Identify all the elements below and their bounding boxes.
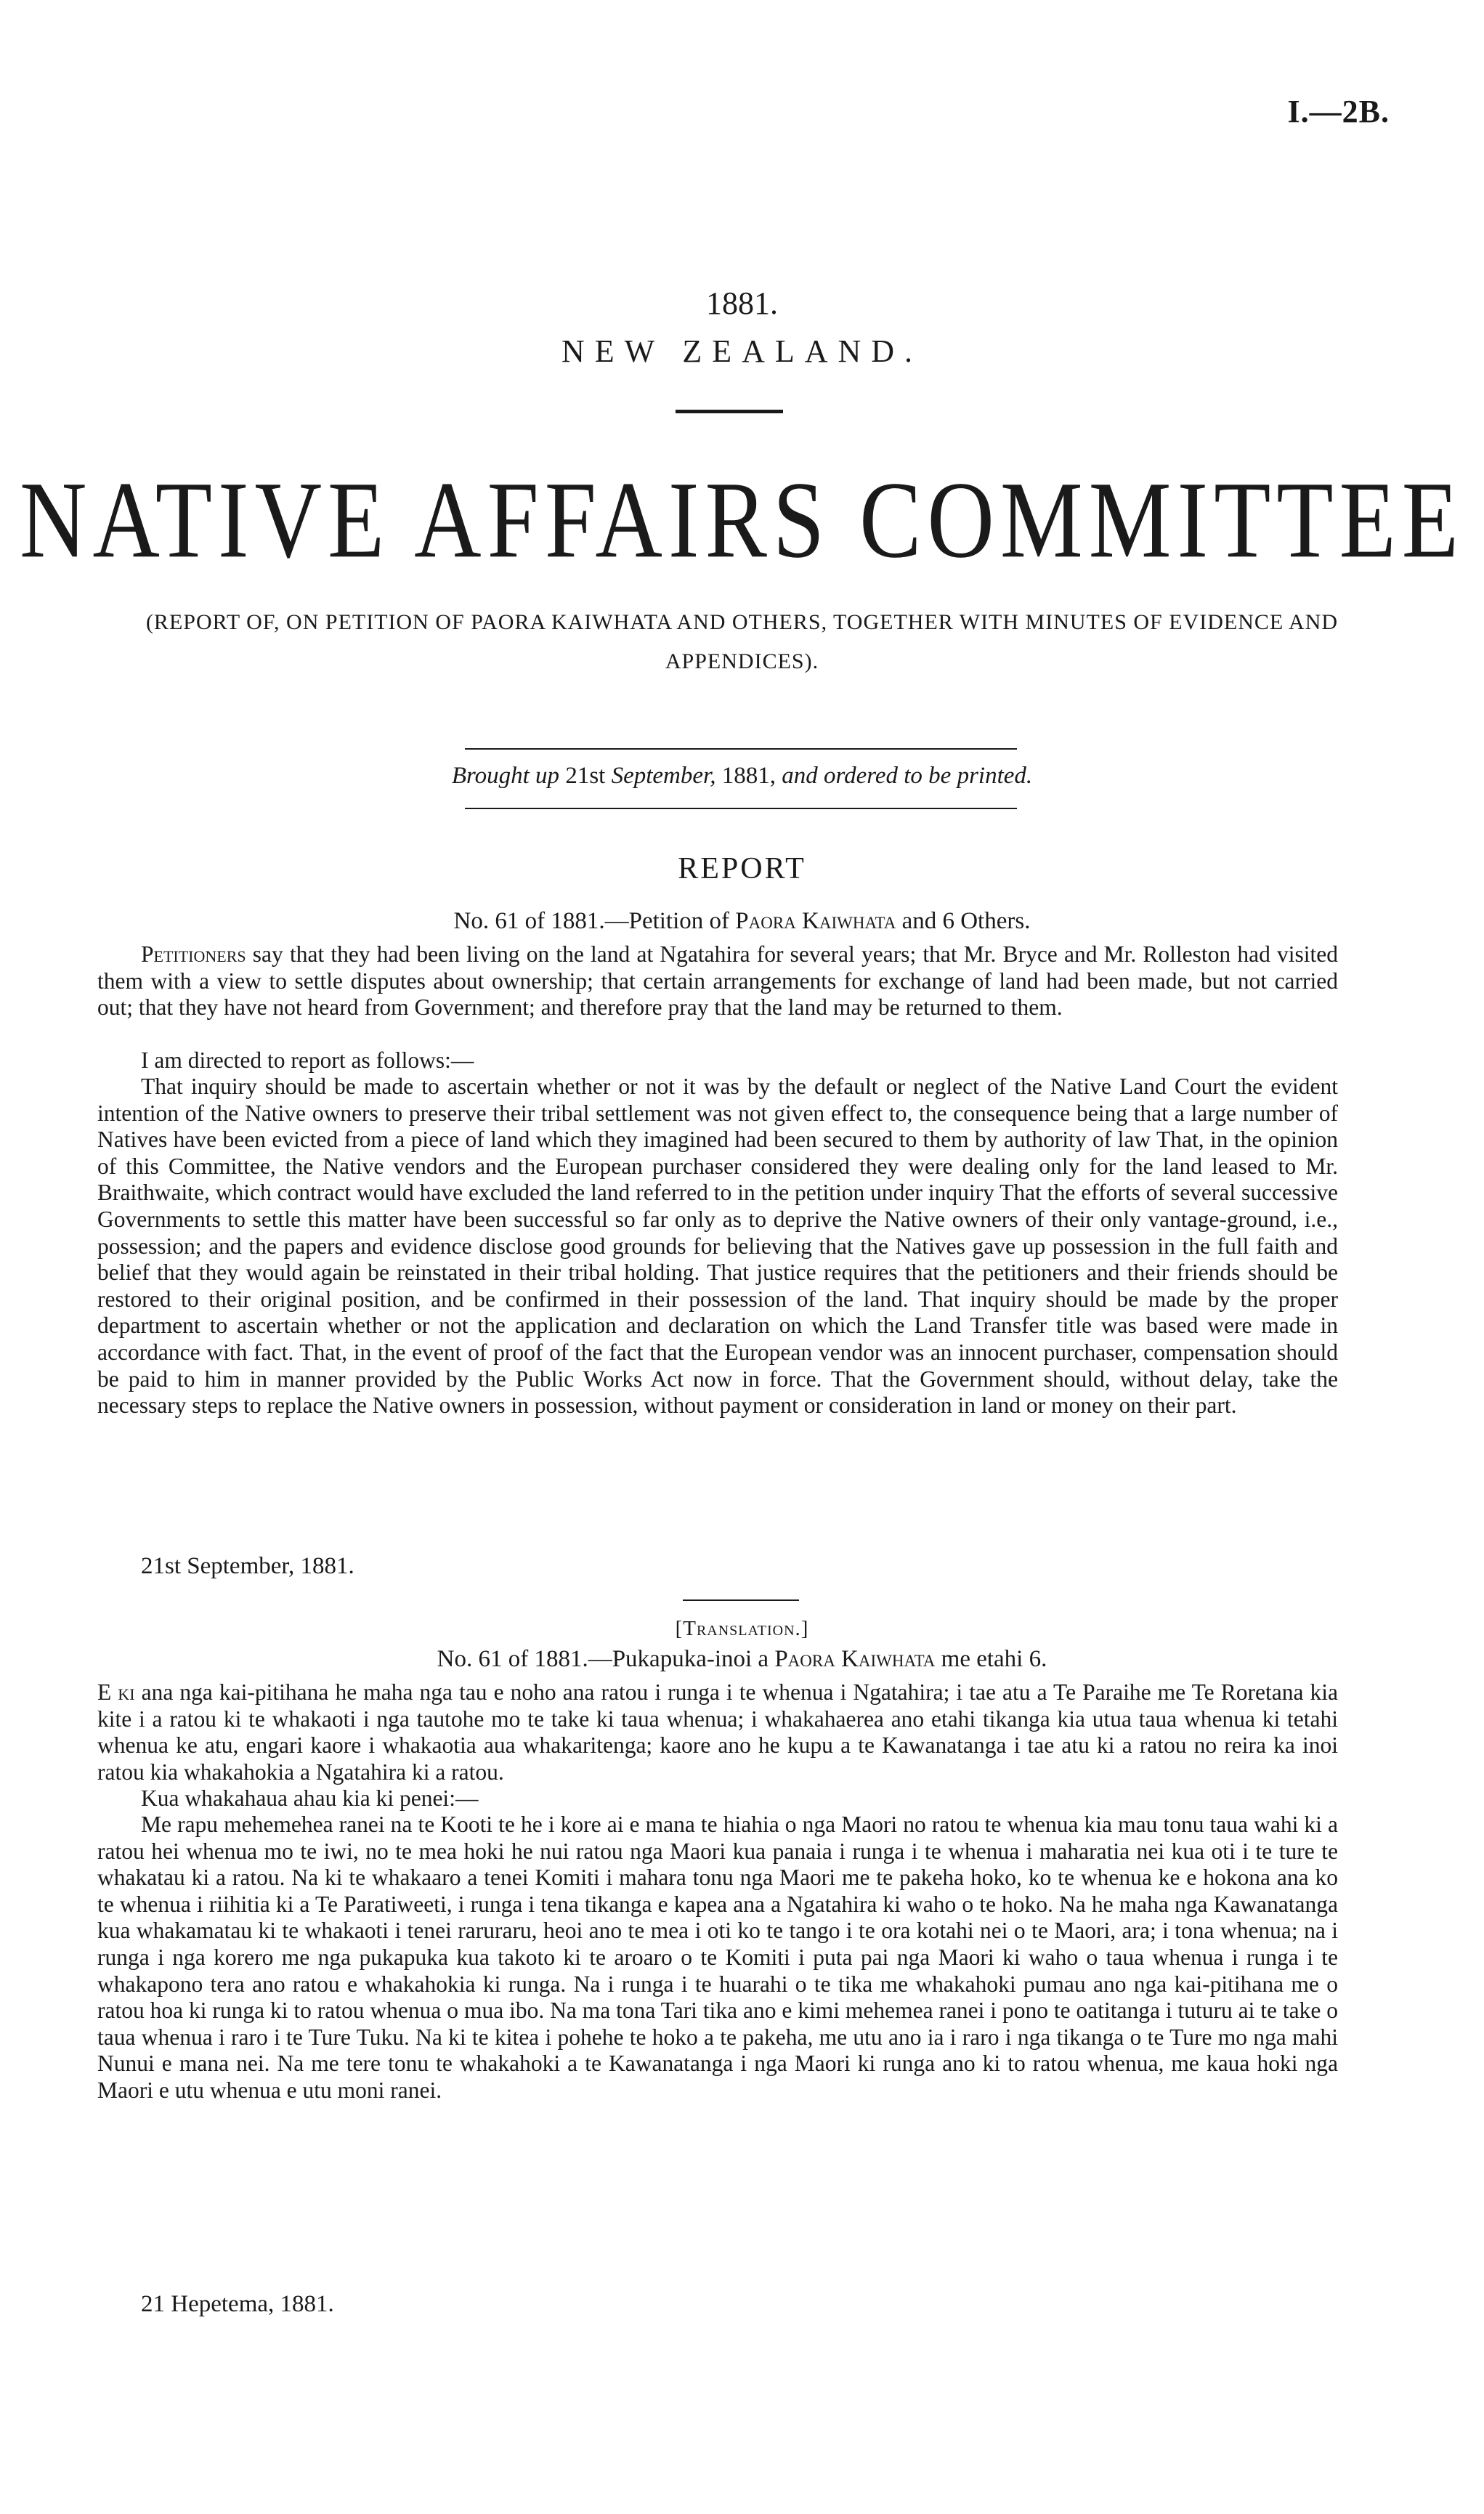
para-text: say that they had been living on the land at Ngatahira for several years; that Mr. Bryce and Mr. Rolleston had visited them with a view to settle disputes about ownership; that certain arrangements for exchange of land had been made, but not carried out; that they have not heard from Government; and therefore pray that the land may be returned to them. (97, 941, 1338, 1021)
translation-petitioner-name: Paora Kaiwhata (774, 1646, 936, 1672)
para-lead: Petitioners (141, 941, 246, 967)
translation-date: 21 Hepetema, 1881. (141, 2291, 334, 2317)
petitioner-name: Paora Kaiwhata (735, 908, 896, 934)
translation-paragraph-3: Me rapu mehemehea ranei na te Kooti te he i kore ai e mana te hiahia o nga Maori no ratou te whenua kia mau tonu taua wahi ki a ratou hei whenua mo te iwi, no te mea hoki he nui ratou nga Maori kua panaia i runga i te whenua i maharatia nei kua oti i te ture te whakatau ki a ratou. Na ki te whakaaro a tenei Komiti i mahara tonu nga Maori me te pakeha hoko, ko te whenua ke e hokona ana ko te whenua i riihitia ki a Te Paratiweeti, i runga i tena tikanga e kapea ana a Ngatahira ki waho o te hoko. Na he maha nga Kawanatanga kua whakamatau ki te whakaoti i tenei raruraru, heoi ano te mea i oti ko te tango i te ora kotahi nei o te Maori, ara; i tona whenua; na i runga i nga korero me nga pukapuka kua takoto ki te aroaro o te Komiti i puta pai nga Maori ki waho o taua whenua i runga i te whakapono tera ano ratou e whakahokia ki runga. Na i runga i te huarahi o te tika me whakahoki pumau ano nga kai-pitihana me o ratou hoa ki runga ki to ratou whenua o mua ibo. Na ma tona Tari tika ano e kimi mehemea ranei i pono te oatitanga i tuturu ai te take o taua whenua i raro i te Ture Tuku. Na ki te kitea i pohehe te hoko a te pakeha, me utu ano ia i raro i nga tikanga o te Ture mo nga mahi Nunui e mana nei. Na me tere tonu te whakahoki a te Kawanatanga i nga Maori ki runga ano ki to ratou whenua, me kaua hoki nga Maori e utu whenua e utu moni ranei. (97, 1812, 1338, 2103)
brought-up-text: Brought up (451, 763, 560, 789)
translation-paragraph-1 (97, 1679, 1338, 1785)
petition-suffix: and 6 Others. (901, 908, 1031, 934)
brought-up-year: 1881, (721, 763, 776, 789)
report-heading: REPORT (678, 852, 806, 885)
translation-petition-suffix: me etahi 6. (941, 1646, 1047, 1672)
translation-petition-line (0, 1646, 1484, 1673)
translation-petition-prefix: No. 61 of 1881.—Pukapuka-inoi a (437, 1646, 769, 1672)
document-title: NATIVE AFFAIRS COMMITTEE (20, 458, 1464, 581)
upper-rule (465, 748, 1017, 750)
document-subtitle: (REPORT OF, ON PETITION OF PAORA KAIWHATA AND OTHERS, TOGETHER WITH MINUTES OF EVIDENCE AND APPENDICES). (145, 610, 1339, 673)
report-paragraph-2: I am directed to report as follows:— (141, 1047, 474, 1073)
year: 1881. (706, 285, 778, 321)
paper-reference: I.—2B. (1287, 94, 1390, 129)
lower-rule (465, 808, 1017, 809)
brought-up-date: 21st (565, 763, 606, 789)
brought-up-ordered: and ordered to be printed. (782, 763, 1033, 789)
title-divider (676, 410, 783, 413)
translation-paragraph-2: Kua whakahaua ahau kia ki penei:— (141, 1785, 479, 1811)
report-paragraph-3: That inquiry should be made to ascertain whether or not it was by the default or neglect of the Native Land Court the evident intention of the Native owners to preserve their tribal settlement was not given effect to, the consequence being that a large number of Natives have been evicted from a piece of land which they imagined had been secured to them by authority of law That, in the opinion of this Committee, the Native vendors and the European purchaser considered they were dealing only for the land leased to Mr. Braithwaite, which contract would have excluded the land referred to in the petition under inquiry That the efforts of several successive Governments to settle this matter have been successful so far only as to deprive the Native owners of their only vantage-ground, i.e., possession; and the papers and evidence disclose good grounds for believing that the Natives gave up possession in the full faith and belief that they would again be reinstated in their tribal holding. That justice requires that the petitioners and their friends should be restored to their original position, and be confirmed in their possession of the land. That inquiry should be made by the proper department to ascertain whether or not the application and declaration on which the Land Transfer title was based were made in accordance with fact. That, in the event of proof of the fact that the European vendor was an innocent purchaser, compensation should be paid to him in manner provided by the Public Works Act now in force. That the Government should, without delay, take the necessary steps to replace the Native owners in possession, without payment or consideration in land or money on their part. (97, 1074, 1338, 1419)
report-date: 21st September, 1881. (141, 1553, 354, 1579)
report-paragraph-1 (97, 941, 1338, 1021)
translation-label: [Translation.] (675, 1617, 809, 1640)
petition-line (0, 908, 1484, 935)
translation-divider (683, 1599, 799, 1601)
country: NEW ZEALAND. (561, 333, 923, 369)
petition-prefix: No. 61 of 1881.—Petition of (453, 908, 729, 934)
brought-up-month: September, (611, 763, 716, 789)
translation-para-text: ana nga kai-pitihana he maha nga tau e noho ana ratou i runga i te whenua i Ngatahira; i tae atu a Te Paraihe me Te Roretana kia kite i a ratou ki te whakaoti i nga tautohe mo te take ki taua whenua; i whakahaerea ano etahi tikanga kia utua taua whenua ki tetahi whenua ke atu, engari kaore i whakaotia aua whakaritenga; kaore ano he kupu a te Kawanatanga i tae atu ki a ratou no reira ka inoi ratou kia whakahokia a Ngatahira ki a ratou. (97, 1679, 1338, 1785)
brought-up-line (0, 763, 1484, 790)
translation-para-lead: E ki (97, 1679, 135, 1705)
